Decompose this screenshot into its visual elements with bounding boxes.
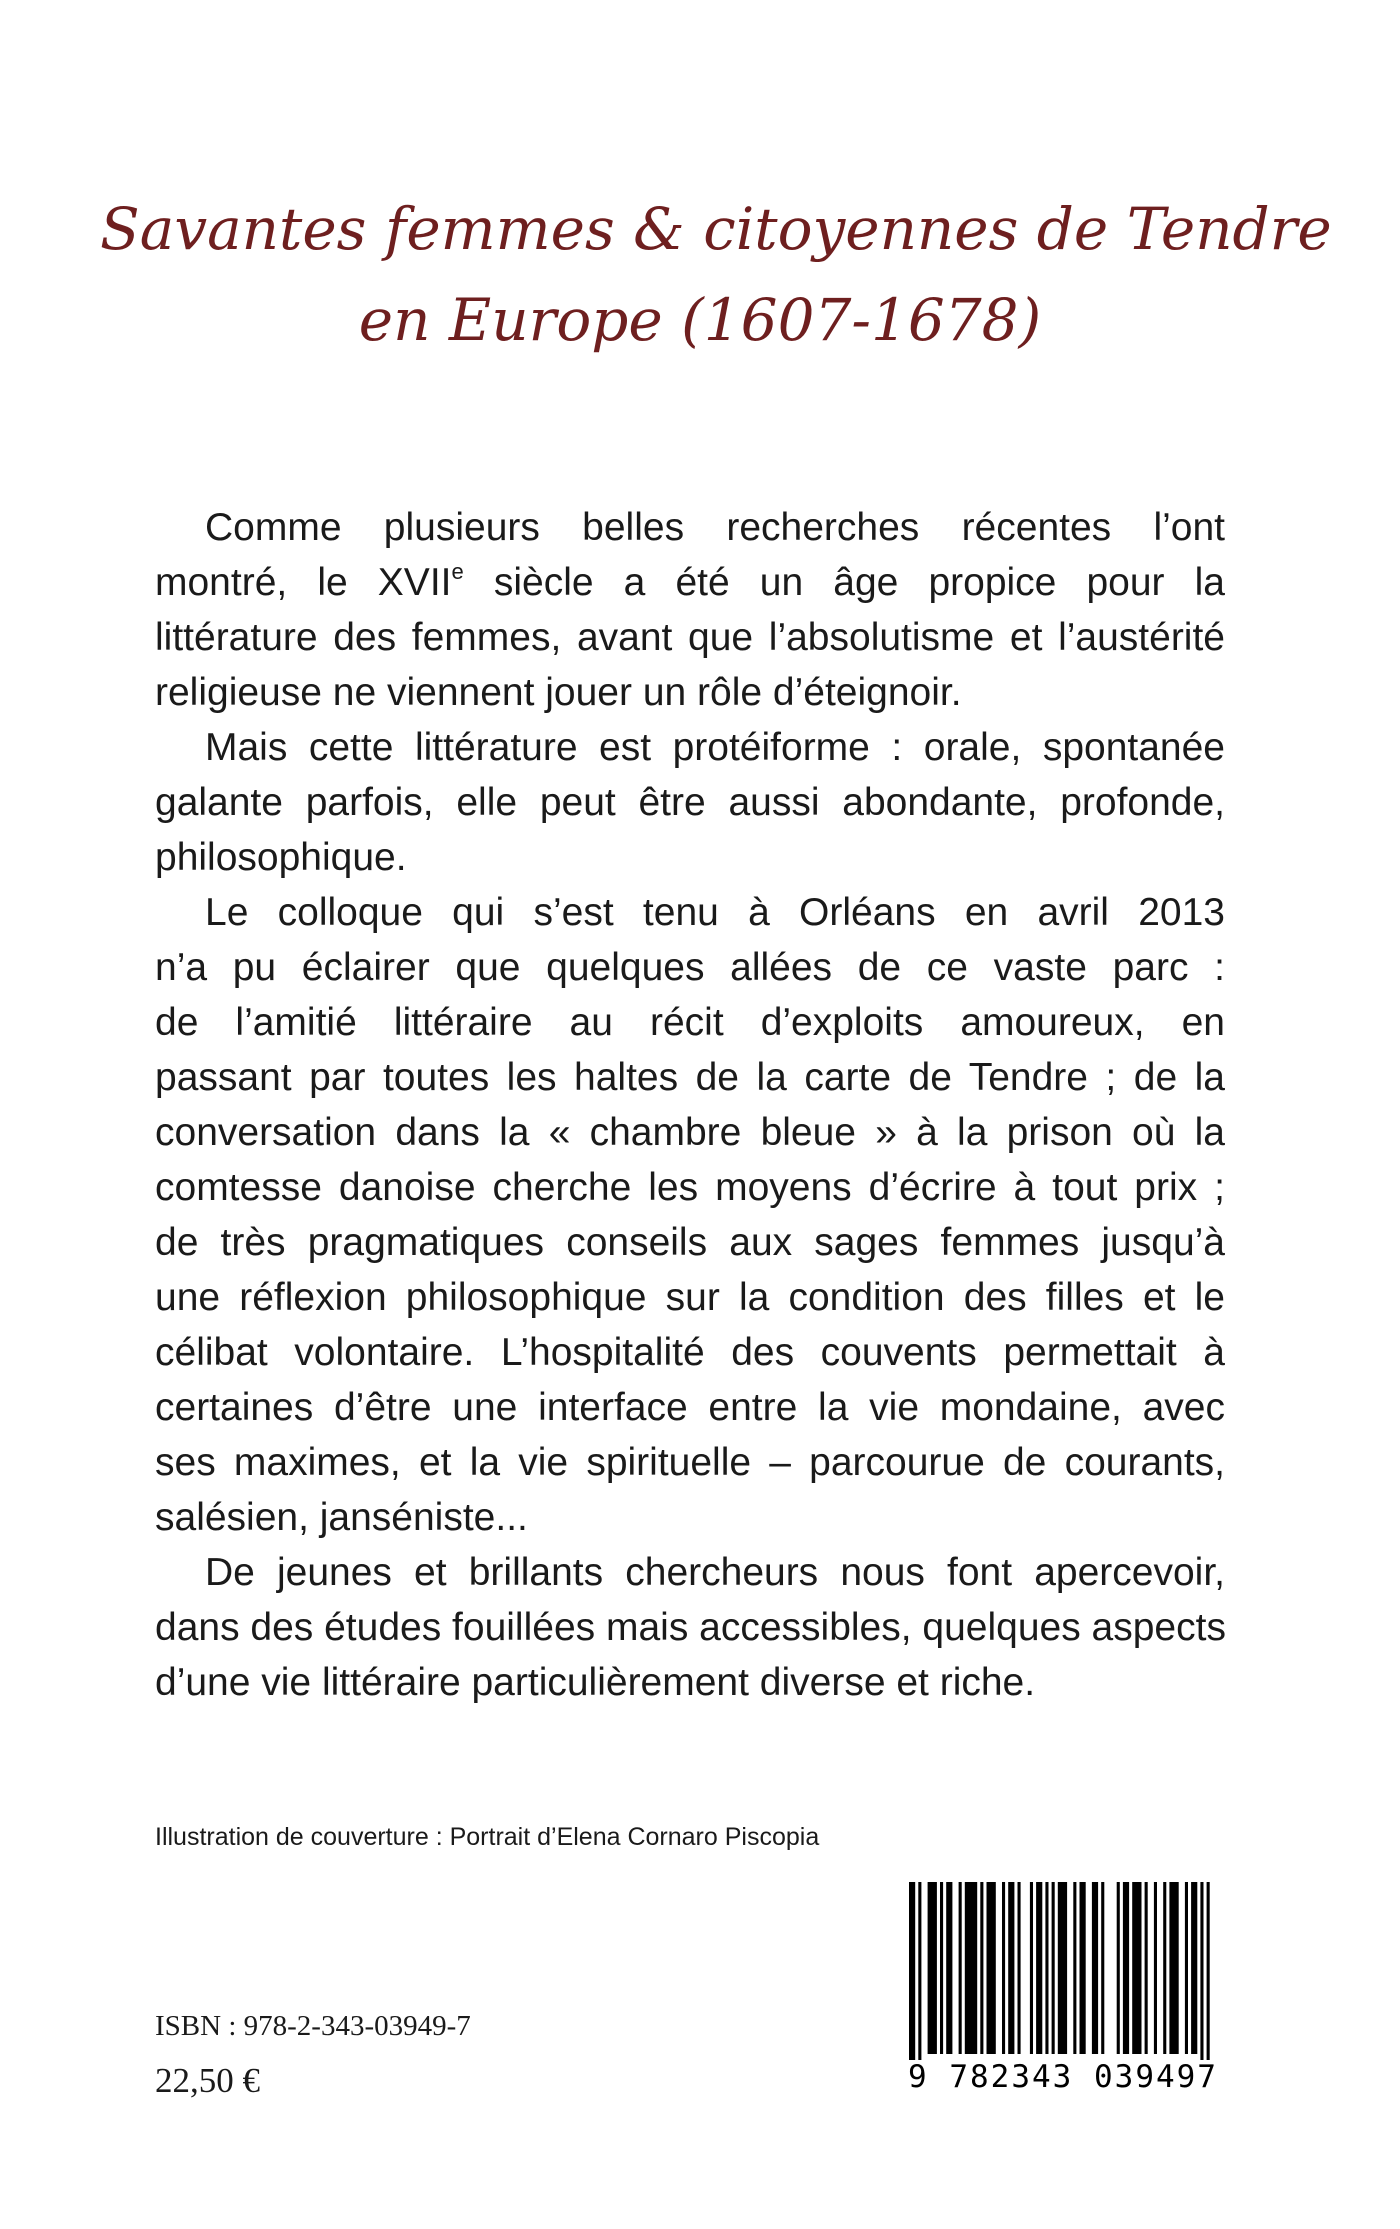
book-title-line-2: en Europe (1607-1678): [358, 286, 1042, 354]
blurb-line: d’une vie littéraire particulièrement diverse et riche.: [155, 1661, 1036, 1704]
barcode-bar: [918, 1882, 921, 2060]
barcode-bar: [1008, 1882, 1014, 2054]
blurb-line: une réflexion philosophique sur la condition des filles et le: [155, 1276, 1225, 1319]
barcode-bar: [1207, 1882, 1210, 2060]
blurb-line: Le colloque qui s’est tenu à Orléans en avril 2013: [205, 891, 1225, 934]
barcode-bar: [1169, 1882, 1178, 2054]
barcode-bar: [1045, 1882, 1048, 2054]
barcode-bar: [1101, 1882, 1104, 2054]
barcode-bar: [1092, 1882, 1098, 2054]
blurb-line: de l’amitié littéraire au récit d’exploits amoureux, en: [155, 1001, 1225, 1044]
barcode-bar: [946, 1882, 952, 2054]
blurb-line: de très pragmatiques conseils aux sages femmes jusqu’à: [155, 1221, 1225, 1264]
barcode-bar: [1163, 1882, 1166, 2054]
illustration-credit: Illustration de couverture : Portrait d’Elena Cornaro Piscopia: [155, 1823, 820, 1851]
barcode-bar: [1018, 1882, 1021, 2054]
blurb-line: célibat volontaire. L’hospitalité des couvents permettait à: [155, 1331, 1225, 1374]
barcode-bar: [909, 1882, 915, 2060]
barcode-bar: [1073, 1882, 1076, 2054]
blurb-line: philosophique.: [155, 836, 407, 879]
barcode-bar: [1191, 1882, 1197, 2054]
barcode-bar: [1145, 1882, 1148, 2054]
barcode-bar: [1058, 1882, 1067, 2054]
blurb-line: De jeunes et brillants chercheurs nous font apercevoir,: [205, 1551, 1225, 1594]
barcode-bar: [1123, 1882, 1129, 2054]
blurb-line: religieuse ne viennent jouer un rôle d’éteignoir.: [155, 671, 962, 714]
barcode-bars: [903, 1882, 1223, 2062]
barcode-bar: [1117, 1882, 1120, 2054]
barcode-bar: [1052, 1882, 1055, 2054]
blurb-line: dans des études fouillées mais accessibles, quelques aspects: [155, 1606, 1226, 1649]
superscript: e: [451, 559, 464, 584]
barcode-bar: [1030, 1882, 1033, 2054]
barcode-bar: [1185, 1882, 1188, 2054]
barcode-bar: [987, 1882, 996, 2054]
blurb-text: siècle a été un âge propice pour la: [463, 561, 1225, 604]
isbn: ISBN : 978-2-343-03949-7: [155, 2010, 471, 2042]
blurb-text: montré, le XVII: [155, 561, 452, 604]
barcode-bar: [980, 1882, 983, 2054]
price: 22,50 €: [155, 2061, 260, 2100]
blurb-line: [155, 555, 1225, 610]
barcode-bar: [928, 1882, 937, 2054]
barcode: [903, 1882, 1223, 2107]
blurb-line: littérature des femmes, avant que l’absolutisme et l’austérité: [155, 616, 1225, 659]
barcode-bar: [1154, 1882, 1157, 2054]
blurb-line: salésien, janséniste...: [155, 1496, 528, 1539]
barcode-digits: 9 782343 039497: [908, 2059, 1218, 2095]
blurb: [155, 500, 1225, 1710]
barcode-bar: [1200, 1882, 1203, 2060]
blurb-line: Comme plusieurs belles recherches récentes l’ont: [205, 506, 1225, 549]
barcode-bar: [959, 1882, 962, 2054]
blurb-line: n’a pu éclairer que quelques allées de ce vaste parc :: [155, 946, 1225, 989]
barcode-bar: [1002, 1882, 1005, 2054]
blurb-line: passant par toutes les haltes de la carte de Tendre ; de la: [155, 1056, 1225, 1099]
blurb-line: ses maximes, et la vie spirituelle – parcourue de courants,: [155, 1441, 1225, 1484]
blurb-line: galante parfois, elle peut être aussi abondante, profonde,: [155, 781, 1225, 824]
barcode-bar: [1036, 1882, 1042, 2054]
blurb-line: comtesse danoise cherche les moyens d’écrire à tout prix ;: [155, 1166, 1225, 1209]
barcode-bar: [940, 1882, 943, 2054]
barcode-bar: [965, 1882, 977, 2054]
book-title-line-1: Savantes femmes & citoyennes de Tendre: [100, 195, 1332, 263]
blurb-line: conversation dans la « chambre bleue » à la prison où la: [155, 1111, 1225, 1154]
barcode-bar: [1080, 1882, 1086, 2054]
blurb-line: Mais cette littérature est protéiforme : orale, spontanée: [205, 726, 1225, 769]
barcode-bar: [1132, 1882, 1141, 2054]
blurb-line: certaines d’être une interface entre la vie mondaine, avec: [155, 1386, 1225, 1429]
